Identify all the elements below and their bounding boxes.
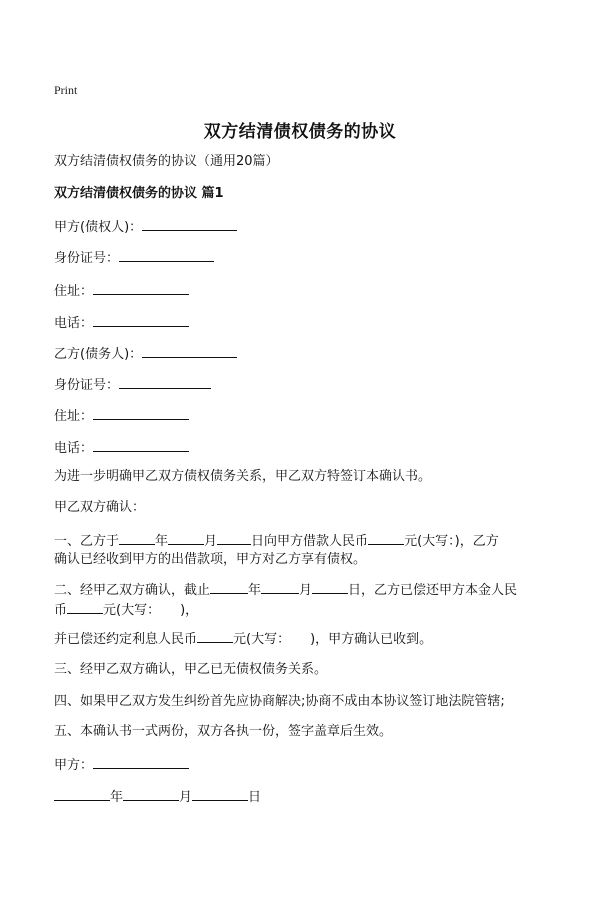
party-a-address-blank (93, 280, 189, 295)
party-b-phone-label: 电话： (54, 441, 94, 456)
party-b-name-label: 乙方(债务人)： (54, 347, 143, 362)
clause-1-line-2: 确认已经收到甲方的出借款项，甲方对乙方享有债权。 (54, 552, 367, 567)
clause-2-month-blank (261, 579, 299, 594)
date-month-blank (123, 786, 179, 801)
clause-1-month-blank (168, 530, 204, 545)
party-b-phone-blank (93, 437, 189, 452)
party-a-name-blank (142, 216, 237, 231)
clause-1-day-blank (217, 530, 251, 545)
clause-1-tail: )，乙方 (454, 534, 499, 549)
clause-2-line-2-end: )， (180, 603, 199, 618)
party-a-name-row (54, 216, 552, 238)
intro-paragraph: 为进一步明确甲乙双方债权债务关系，甲乙双方特签订本确认书。 (54, 469, 432, 484)
party-a-address-row (54, 280, 552, 302)
party-b-id-row (54, 374, 552, 396)
signature-label: 甲方： (54, 758, 94, 773)
date-row (54, 786, 552, 808)
clause-2-yuan-label: 元(大写： (103, 603, 161, 618)
interest-amount-blank (197, 628, 233, 643)
print-label: Print (54, 83, 78, 97)
clause-2-line-1 (54, 579, 552, 601)
clause-1-amount-blank (368, 530, 404, 545)
date-day-blank (192, 786, 248, 801)
date-year-label: 年 (110, 790, 124, 805)
party-a-id-row (54, 247, 552, 269)
clause-2-line-2 (54, 599, 552, 621)
section-heading: 双方结清债权债务的协议 篇1 (54, 186, 224, 201)
party-a-phone-blank (93, 312, 189, 327)
interest-line (54, 628, 552, 650)
party-a-id-label: 身份证号： (54, 251, 120, 266)
interest-prefix: 并已偿还约定利息人民币 (54, 632, 198, 647)
date-year-blank (54, 786, 110, 801)
party-a-address-label: 住址： (54, 284, 94, 299)
clause-2-amount-blank (67, 599, 103, 614)
clause-3: 三、经甲乙双方确认，甲乙已无债权债务关系。 (54, 662, 328, 677)
party-a-id-blank (119, 247, 214, 262)
clause-2-line-2-prefix: 币 (54, 603, 68, 618)
party-a-phone-row (54, 312, 552, 334)
interest-tail: )，甲方确认已收到。 (310, 632, 433, 647)
signature-row (54, 754, 552, 776)
document-subtitle: 双方结清债权债务的协议（通用20篇） (54, 154, 279, 169)
party-a-name-label: 甲方(债权人)： (54, 220, 143, 235)
clause-1-month-label: 月 (204, 534, 218, 549)
clause-1-prefix: 一、乙方于 (54, 534, 120, 549)
date-month-label: 月 (179, 790, 193, 805)
clause-1-year-label: 年 (155, 534, 169, 549)
clause-1-yuan-label: 元(大写： (404, 534, 455, 549)
clause-2-year-label: 年 (248, 583, 262, 598)
party-b-name-row (54, 343, 552, 365)
clause-4: 四、如果甲乙双方发生纠纷首先应协商解决;协商不成由本协议签订地法院管辖; (54, 694, 505, 709)
confirm-heading: 甲乙双方确认： (54, 500, 146, 515)
party-b-address-label: 住址： (54, 409, 94, 424)
party-b-phone-row (54, 437, 552, 459)
interest-yuan-label: 元(大写： (233, 632, 291, 647)
clause-1-day-text: 日向甲方借款人民币 (251, 534, 369, 549)
party-b-address-blank (93, 405, 189, 420)
signature-blank (93, 754, 189, 769)
party-b-address-row (54, 405, 552, 427)
clause-2-year-blank (210, 579, 248, 594)
clause-2-day-blank (312, 579, 348, 594)
clause-2-prefix: 二、经甲乙双方确认，截止 (54, 583, 211, 598)
party-a-phone-label: 电话： (54, 316, 94, 331)
party-b-id-label: 身份证号： (54, 378, 120, 393)
party-b-id-blank (119, 374, 211, 389)
clause-1-year-blank (119, 530, 155, 545)
party-b-name-blank (142, 343, 237, 358)
clause-2-month-label: 月 (299, 583, 313, 598)
clause-5: 五、本确认书一式两份，双方各执一份，签字盖章后生效。 (54, 724, 393, 739)
document-title: 双方结清债权债务的协议 (203, 122, 397, 142)
clause-2-tail: 日，乙方已偿还甲方本金人民 (348, 583, 518, 598)
date-day-label: 日 (248, 790, 262, 805)
clause-1-line-1 (54, 530, 552, 552)
